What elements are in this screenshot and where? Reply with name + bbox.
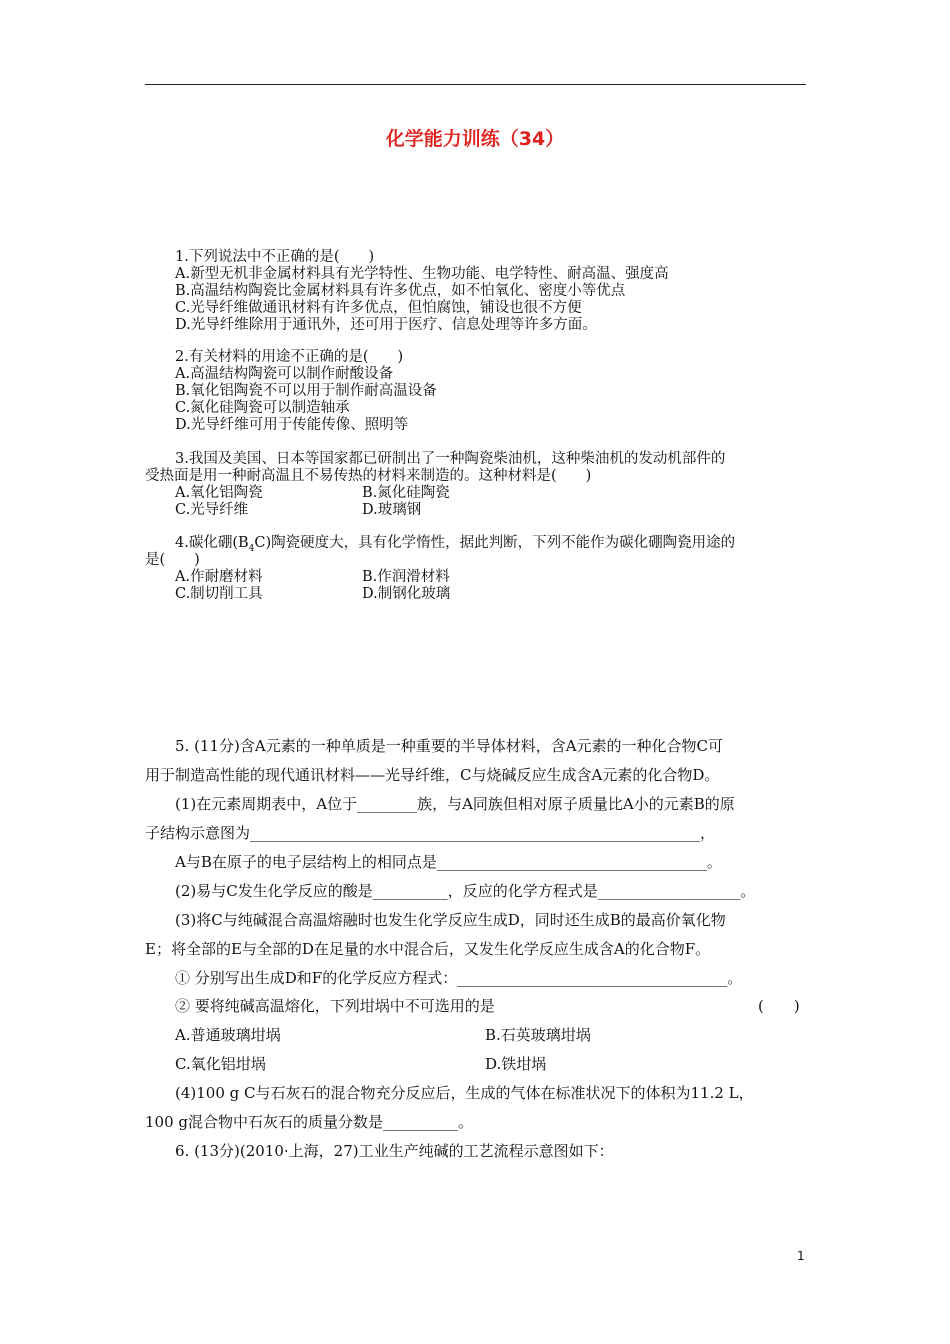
q2-stem: 2.有关材料的用途不正确的是( ) (175, 349, 404, 365)
q5-line-12: 100 g混合物中石灰石的质量分数是__________。 (145, 1113, 474, 1131)
q5-line-4: 子结构示意图为____________________________________________________________， (145, 824, 716, 842)
q4-stem-line1 (175, 535, 735, 557)
q4-stem-post: C)陶瓷硬度大，具有化学惰性，据此判断，下列不能作为碳化硼陶瓷用途的 (254, 535, 736, 551)
q5-line-10: ② 要将纯碱高温熔化，下列坩埚中不可选用的是 (175, 997, 495, 1015)
q1-option-c: C.光导纤维做通讯材料有许多优点，但怕腐蚀，铺设也很不方便 (175, 300, 582, 316)
q4-stem-pre: 4.碳化硼(B (175, 535, 249, 551)
q5-option-a: A.普通玻璃坩埚 (175, 1026, 281, 1044)
q3-option-d: D.玻璃钢 (362, 502, 422, 518)
q3-option-c: C.光导纤维 (175, 502, 249, 518)
q5-line-5: A与B在原子的电子层结构上的相同点是____________________________________。 (175, 853, 722, 871)
q5-option-b: B.石英玻璃坩埚 (485, 1026, 591, 1044)
q1-stem: 1.下列说法中不正确的是( ) (175, 249, 375, 265)
q4-subscript: 4 (248, 543, 255, 554)
q5-line-2: 用于制造高性能的现代通讯材料——光导纤维，C与烧碱反应生成含A元素的化合物D。 (145, 766, 720, 784)
q4-option-d: D.制钢化玻璃 (362, 586, 451, 602)
q6-stem: 6. (13分)(2010·上海，27)工业生产纯碱的工艺流程示意图如下： (175, 1142, 614, 1160)
q3-option-b: B.氮化硅陶瓷 (362, 485, 450, 501)
q5-answer-paren: ( ) (758, 997, 800, 1015)
q5-line-7: (3)将C与纯碱混合高温熔融时也发生化学反应生成D，同时还生成B的最高价氧化物 (175, 911, 726, 929)
q5-line-9: ① 分别写出生成D和F的化学反应方程式：____________________________________。 (175, 969, 743, 987)
q2-option-d: D.光导纤维可用于传能传像、照明等 (175, 417, 409, 433)
q3-stem-line2: 受热面是用一种耐高温且不易传热的材料来制造的。这种材料是( ) (145, 468, 592, 484)
q4-stem-line2: 是( ) (145, 552, 200, 568)
q5-line-11: (4)100 g C与石灰石的混合物充分反应后，生成的气体在标准状况下的体积为11.2 L， (175, 1084, 754, 1102)
q3-stem-line1: 3.我国及美国、日本等国家都已研制出了一种陶瓷柴油机，这种柴油机的发动机部件的 (175, 451, 726, 467)
q1-option-a: A.新型无机非金属材料具有光学特性、生物功能、电学特性、耐高温、强度高 (175, 266, 669, 282)
page-title: 化学能力训练（34） (385, 128, 565, 150)
page-number: 1 (797, 1249, 805, 1263)
header-rule (145, 84, 806, 85)
q2-option-b: B.氧化铝陶瓷不可以用于制作耐高温设备 (175, 383, 437, 399)
q1-option-d: D.光导纤维除用于通讯外，还可用于医疗、信息处理等许多方面。 (175, 317, 597, 333)
q4-option-c: C.制切削工具 (175, 586, 263, 602)
q5-line-1: 5. (11分)含A元素的一种单质是一种重要的半导体材料，含A元素的一种化合物C可 (175, 737, 724, 755)
q1-option-b: B.高温结构陶瓷比金属材料具有许多优点，如不怕氧化、密度小等优点 (175, 283, 626, 299)
q5-line-3: (1)在元素周期表中，A位于________族，与A同族但相对原子质量比A小的元素B的原 (175, 795, 735, 813)
q2-option-a: A.高温结构陶瓷可以制作耐酸设备 (175, 366, 394, 382)
q3-option-a: A.氧化铝陶瓷 (175, 485, 263, 501)
q5-option-c: C.氧化铝坩埚 (175, 1055, 266, 1073)
q4-option-b: B.作润滑材料 (362, 569, 450, 585)
q5-line-8: E；将全部的E与全部的D在足量的水中混合后，又发生化学反应生成含A的化合物F。 (145, 940, 711, 958)
q5-option-d: D.铁坩埚 (485, 1055, 547, 1073)
q5-line-6: (2)易与C发生化学反应的酸是__________，反应的化学方程式是___________________。 (175, 882, 756, 900)
q2-option-c: C.氮化硅陶瓷可以制造轴承 (175, 400, 350, 416)
q4-option-a: A.作耐磨材料 (175, 569, 263, 585)
